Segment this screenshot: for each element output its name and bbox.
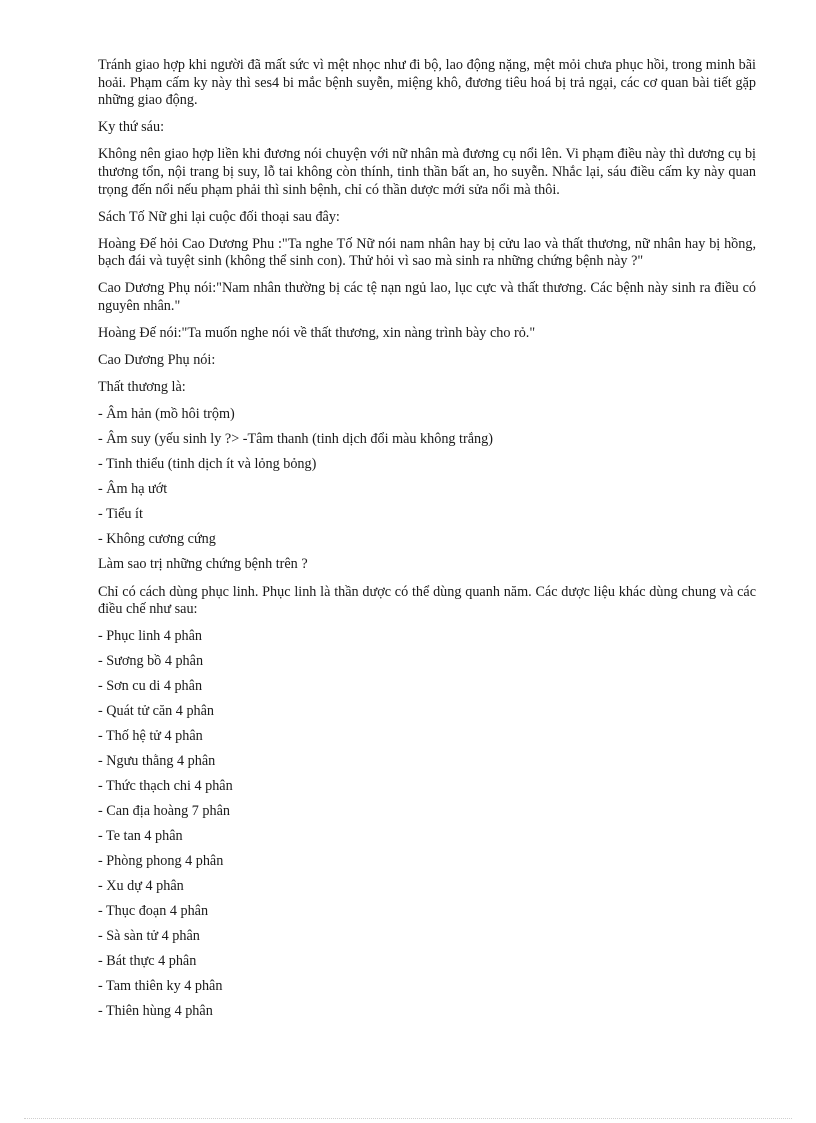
list-item: - Phòng phong 4 phân xyxy=(98,853,224,870)
list-item: - Không cương cứng xyxy=(98,531,216,548)
list-item: - Thiên hùng 4 phân xyxy=(98,1003,213,1020)
paragraph-question: Làm sao trị những chứng bệnh trên ? xyxy=(98,556,308,573)
list-item: - Sương bồ 4 phân xyxy=(98,653,204,670)
list-item: - Tinh thiểu (tinh dịch ít và lỏng bỏng) xyxy=(98,456,317,473)
paragraph-answer: Chỉ có cách dùng phục linh. Phục linh là thần dược có thể dùng quanh năm. Các dược liệu khác dùng chung và các điều chế như sau: xyxy=(98,583,756,618)
list-item: - Tam thiên ky 4 phân xyxy=(98,978,223,995)
list-item: - Ngưu thằng 4 phân xyxy=(98,753,216,770)
list-item: - Sơn cu di 4 phân xyxy=(98,678,203,695)
heading-sixth-taboo: Ky thứ sáu: xyxy=(98,119,165,136)
list-item: - Bát thực 4 phân xyxy=(98,953,197,970)
list-item: - Xu dự 4 phân xyxy=(98,878,184,895)
paragraph-exhaustion: Tránh giao hợp khi người đã mất sức vì mệt nhọc như đi bộ, lao động nặng, mệt mỏi chưa phục hồi, trong minh bãi hoải. Phạm cấm ky này thì ses4 bi mắc bệnh suyễn, miệng khô, đương tiêu hoá bị trả ngại, các cơ quan bài tiết gặp những giao động. xyxy=(98,57,756,109)
paragraph-cao-duong-says: Cao Dương Phụ nói: xyxy=(98,352,216,369)
list-item: - Âm hạ ướt xyxy=(98,481,168,498)
list-item: - Phục linh 4 phân xyxy=(98,628,203,645)
ingredient-list xyxy=(98,628,756,1028)
list-item: - Te tan 4 phân xyxy=(98,828,183,845)
page-bottom-divider xyxy=(24,1118,792,1119)
document-body xyxy=(98,57,756,1028)
list-item: - Thức thạch chi 4 phân xyxy=(98,778,233,795)
list-item: - Tiểu ít xyxy=(98,506,143,523)
list-item: - Quát tử căn 4 phân xyxy=(98,703,215,720)
paragraph-cao-duong-answer: Cao Dương Phụ nói:"Nam nhân thường bị các tệ nạn ngủ lao, lục cực và thất thương. Các bệnh này sinh ra điều có nguyên nhân." xyxy=(98,280,756,315)
paragraph-hoang-de-question: Hoàng Đế hỏi Cao Dương Phu :"Ta nghe Tố Nữ nói nam nhân hay bị cửu lao và thất thương, nữ nhân hay bị hồng, bạch đái và tuyệt sinh (không thể sinh con). Thử hỏi vì sao mà sinh ra những chứng bệnh này ?" xyxy=(98,235,756,270)
list-item: - Thố hệ tử 4 phân xyxy=(98,728,203,745)
paragraph-seven-injuries: Thất thương là: xyxy=(98,379,186,396)
symptom-list xyxy=(98,406,756,556)
list-item: - Sà sàn tử 4 phân xyxy=(98,928,200,945)
paragraph-hoang-de-request: Hoàng Đế nói:"Ta muốn nghe nói về thất thương, xin nàng trình bày cho rỏ." xyxy=(98,325,536,342)
paragraph-sixth-taboo: Không nên giao hợp liền khi đương nói chuyện với nữ nhân mà đương cụ nổi lên. Vi phạm điều này thì dương cụ bị thương tổn, nội trang bị suy, lỗ tai không còn thính, tinh thần bất an, ho suyễn. Nhắc lại, sáu điều cấm ky này quan trọng đến nổi nếu phạm phải thì sinh bệnh, chỉ có thần dược mới sửa nổi mà thôi. xyxy=(98,146,756,198)
list-item: - Thục đoạn 4 phân xyxy=(98,903,209,920)
list-item: - Can địa hoàng 7 phân xyxy=(98,803,230,820)
paragraph-to-nu-intro: Sách Tố Nữ ghi lại cuộc đối thoại sau đây: xyxy=(98,208,340,225)
list-item: - Âm suy (yếu sinh ly ?> -Tâm thanh (tinh dịch đổi màu không trắng) xyxy=(98,431,493,448)
list-item: - Âm hản (mồ hôi trộm) xyxy=(98,406,235,423)
